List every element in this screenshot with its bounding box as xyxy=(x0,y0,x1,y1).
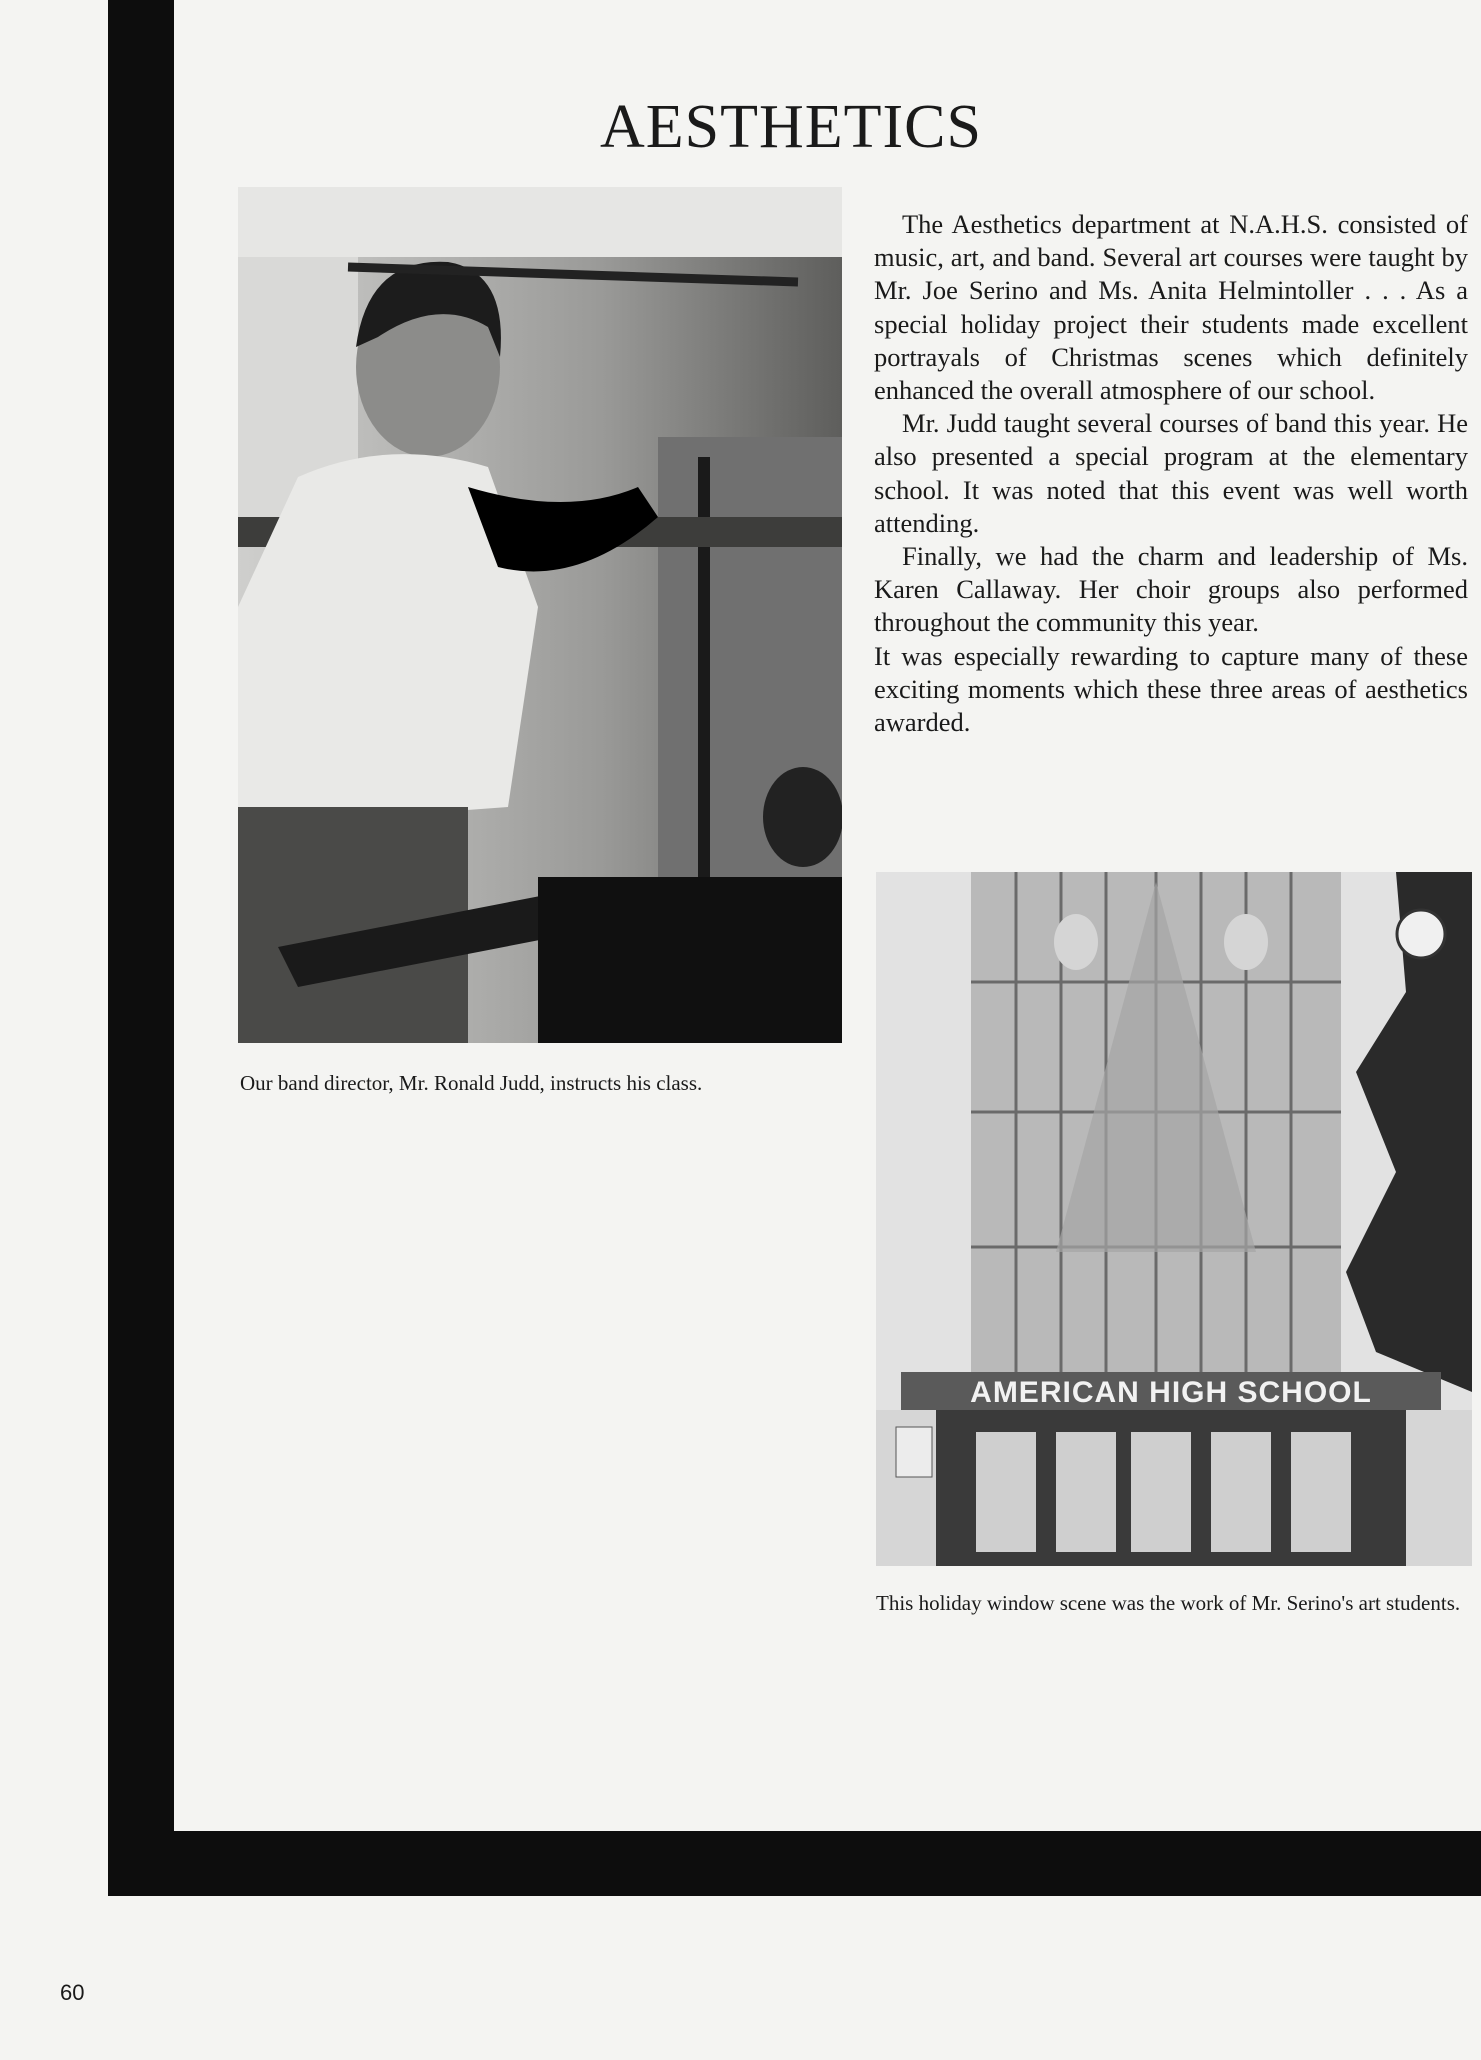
school-window-illustration xyxy=(876,872,1472,1566)
article-paragraph: The Aesthetics department at N.A.H.S. consisted of music, art, and band. Several art courses were taught by Mr. Joe Serino and Ms. Anita Helmintoller . . . As a special holiday project their students made excellent portrayals of Christmas scenes which definitely enhanced the overall atmosphere of our school. xyxy=(874,209,1468,406)
article-paragraph: It was especially rewarding to capture many of these exciting moments which these three areas of aesthetics awarded. xyxy=(874,640,1468,738)
article-body xyxy=(874,208,1468,739)
school-window-caption: This holiday window scene was the work of Mr. Serino's art students. xyxy=(876,1591,1461,1615)
band-director-illustration xyxy=(238,187,842,1043)
page-number: 60 xyxy=(60,1980,85,2005)
band-director-caption: Our band director, Mr. Ronald Judd, instructs his class. xyxy=(240,1071,703,1095)
page-title: AESTHETICS xyxy=(600,93,982,161)
band-director-photo xyxy=(238,187,842,1043)
school-sign-text: AMERICAN HIGH SCHOOL xyxy=(970,1376,1372,1409)
school-window-photo xyxy=(876,872,1472,1566)
black-frame-bottom xyxy=(108,1831,1481,1896)
article-paragraph: Mr. Judd taught several courses of band this year. He also presented a special program at the elementary school. It was noted that this event was well worth attending. xyxy=(874,408,1468,538)
black-frame-left xyxy=(108,0,174,1896)
article-paragraph: Finally, we had the charm and leadership of Ms. Karen Callaway. Her choir groups also performed throughout the community this year. xyxy=(874,541,1468,638)
